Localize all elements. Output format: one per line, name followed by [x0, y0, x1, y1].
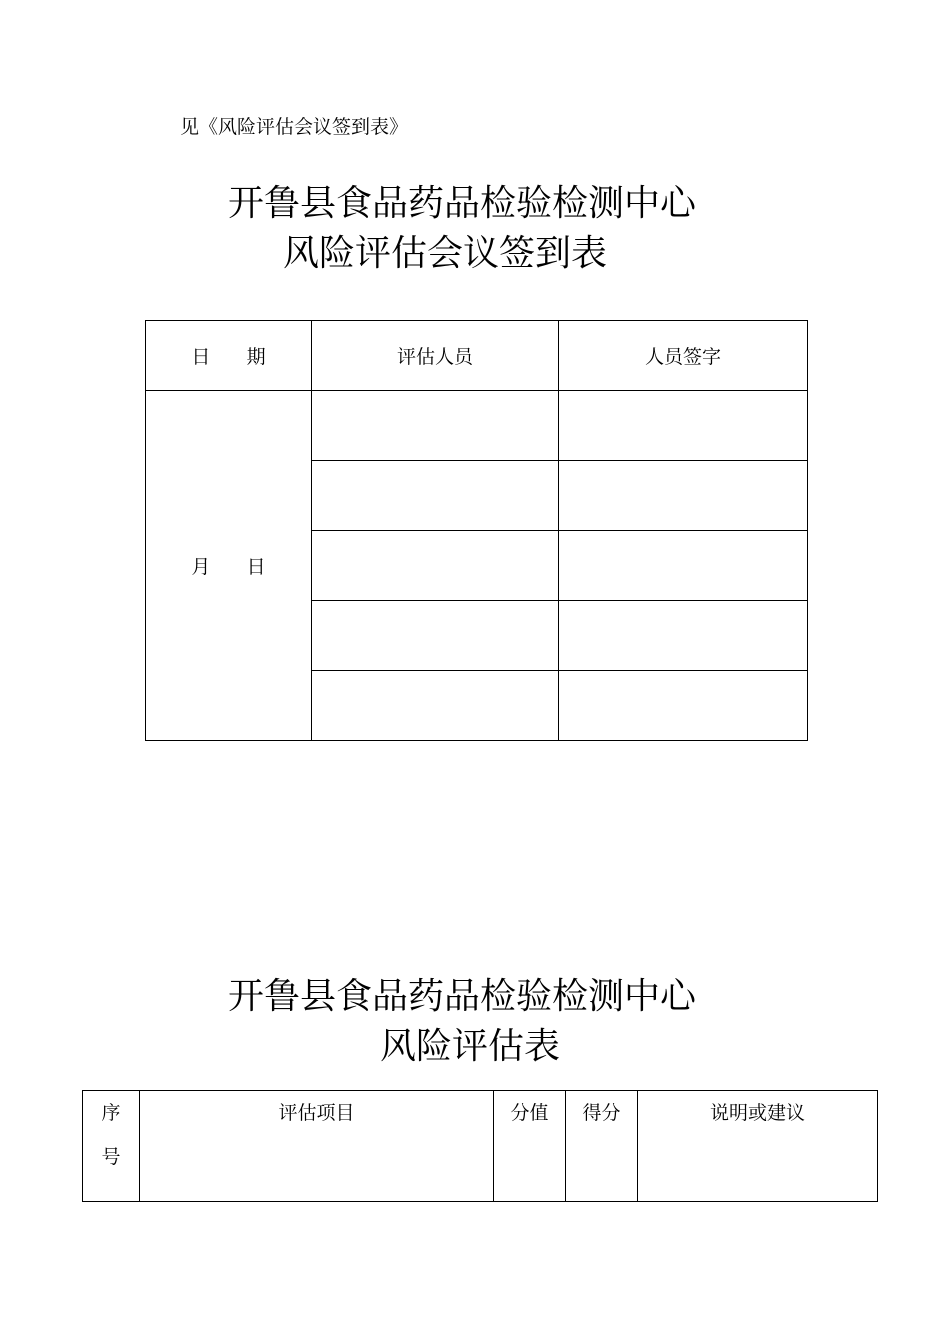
risk-assessment-table: [82, 1090, 878, 1202]
assessor-cell[interactable]: [312, 601, 559, 671]
score-header: 得分: [566, 1091, 638, 1202]
reference-note: 见《风险评估会议签到表》: [180, 116, 409, 138]
sign-in-title-line1: 开鲁县食品药品检验检测中心: [228, 183, 697, 224]
assessor-cell[interactable]: [312, 671, 559, 741]
assessor-cell[interactable]: [312, 461, 559, 531]
assessor-cell[interactable]: [312, 391, 559, 461]
assessor-cell[interactable]: [312, 531, 559, 601]
sign-in-table: [145, 320, 808, 741]
date-cell: 月 日: [146, 391, 312, 741]
risk-header-row: [83, 1091, 878, 1202]
signature-cell[interactable]: [559, 671, 808, 741]
signature-cell[interactable]: [559, 391, 808, 461]
table-row: [146, 391, 808, 461]
sign-in-title-line2: 风险评估会议签到表: [283, 233, 608, 274]
date-header: 日 期: [146, 321, 312, 391]
signature-cell[interactable]: [559, 601, 808, 671]
signature-header: 人员签字: [559, 321, 808, 391]
risk-form-title-line1: 开鲁县食品药品检验检测中心: [228, 976, 697, 1017]
remarks-header: 说明或建议: [638, 1091, 878, 1202]
score-value-header: 分值: [494, 1091, 566, 1202]
signature-cell[interactable]: [559, 531, 808, 601]
signature-cell[interactable]: [559, 461, 808, 531]
seq-header: 序 号: [83, 1091, 140, 1202]
assessors-header: 评估人员: [312, 321, 559, 391]
item-header: 评估项目: [140, 1091, 494, 1202]
risk-form-title-line2: 风险评估表: [380, 1026, 561, 1067]
sign-in-header-row: [146, 321, 808, 391]
